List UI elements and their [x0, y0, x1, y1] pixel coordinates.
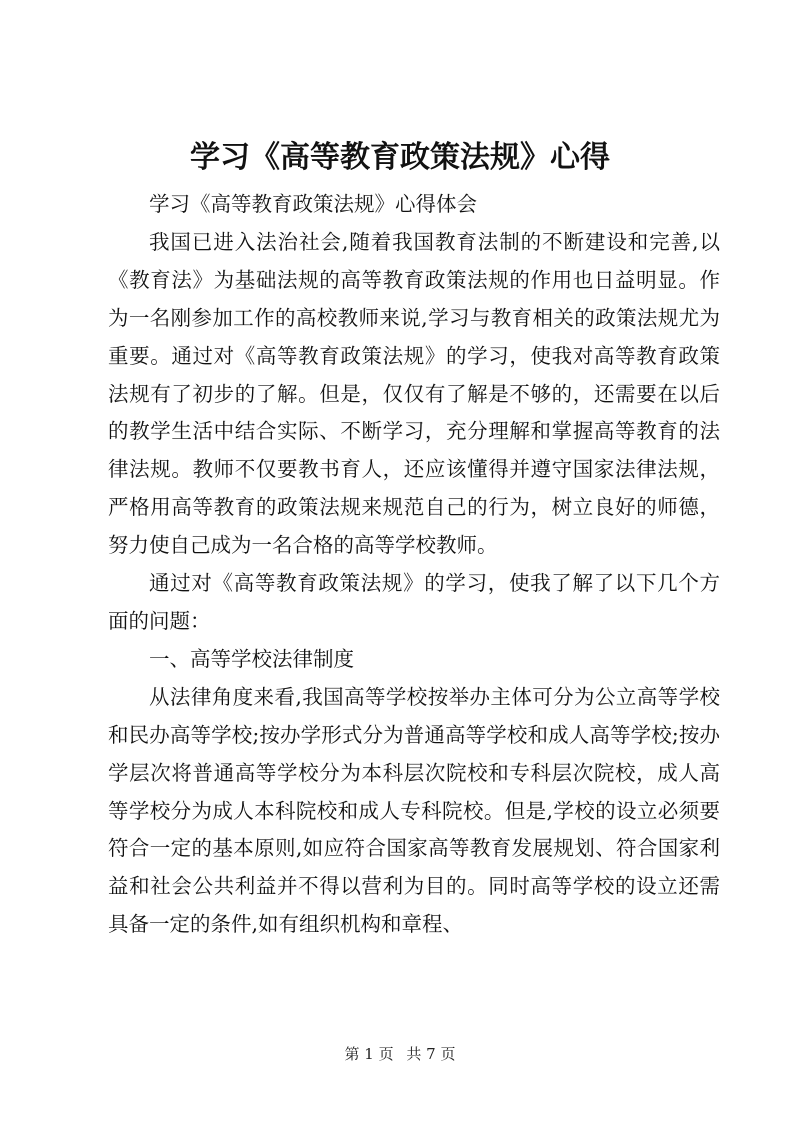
section-heading: 一、高等学校法律制度 — [149, 646, 354, 671]
lead-in-paragraph: 通过对《高等教育政策法规》的学习，使我了解了以下几个方面的问题： — [108, 571, 720, 633]
section-paragraph: 从法律角度来看,我国高等学校按举办主体可分为公立高等学校和民办高等学校;按办学形式分为普通高等学校和成人高等学校;按办学层次将普通高等学校分为本科层次院校和专科层次院校，成人高等学校分为成人本科院校和成人专科院校。但是,学校的设立必须要符合一定的基本原则,如应符合国家高等教育发展规划、符合国家利益和社会公共利益并不得以营利为目的。同时高等学校的设立还需具备一定的条件,如有组织机构和章程、 — [108, 684, 720, 937]
subtitle-paragraph: 学习《高等教育政策法规》心得体会 — [149, 192, 477, 216]
document-title: 学习《高等教育政策法规》心得 — [190, 140, 610, 175]
page-footer — [0, 1044, 800, 1064]
intro-paragraph: 我国已进入法治社会,随着我国教育法制的不断建设和完善,以《教育法》为基础法规的高等教育政策法规的作用也日益明显。作为一名刚参加工作的高校教师来说,学习与教育相关的政策法规尤为重要。通过对《高等教育政策法规》的学习，使我对高等教育政策法规有了初步的了解。但是，仅仅有了解是不够的，还需要在以后的教学生活中结合实际、不断学习，充分理解和掌握高等教育的法律法规。教师不仅要教书育人，还应该懂得并遵守国家法律法规，严格用高等教育的政策法规来规范自己的行为，树立良好的师德，努力使自己成为一名合格的高等学校教师。 — [108, 229, 720, 558]
total-pages: 共 7 页 — [406, 1045, 456, 1063]
document-body — [108, 186, 720, 944]
page-number: 第 1 页 — [344, 1045, 394, 1063]
